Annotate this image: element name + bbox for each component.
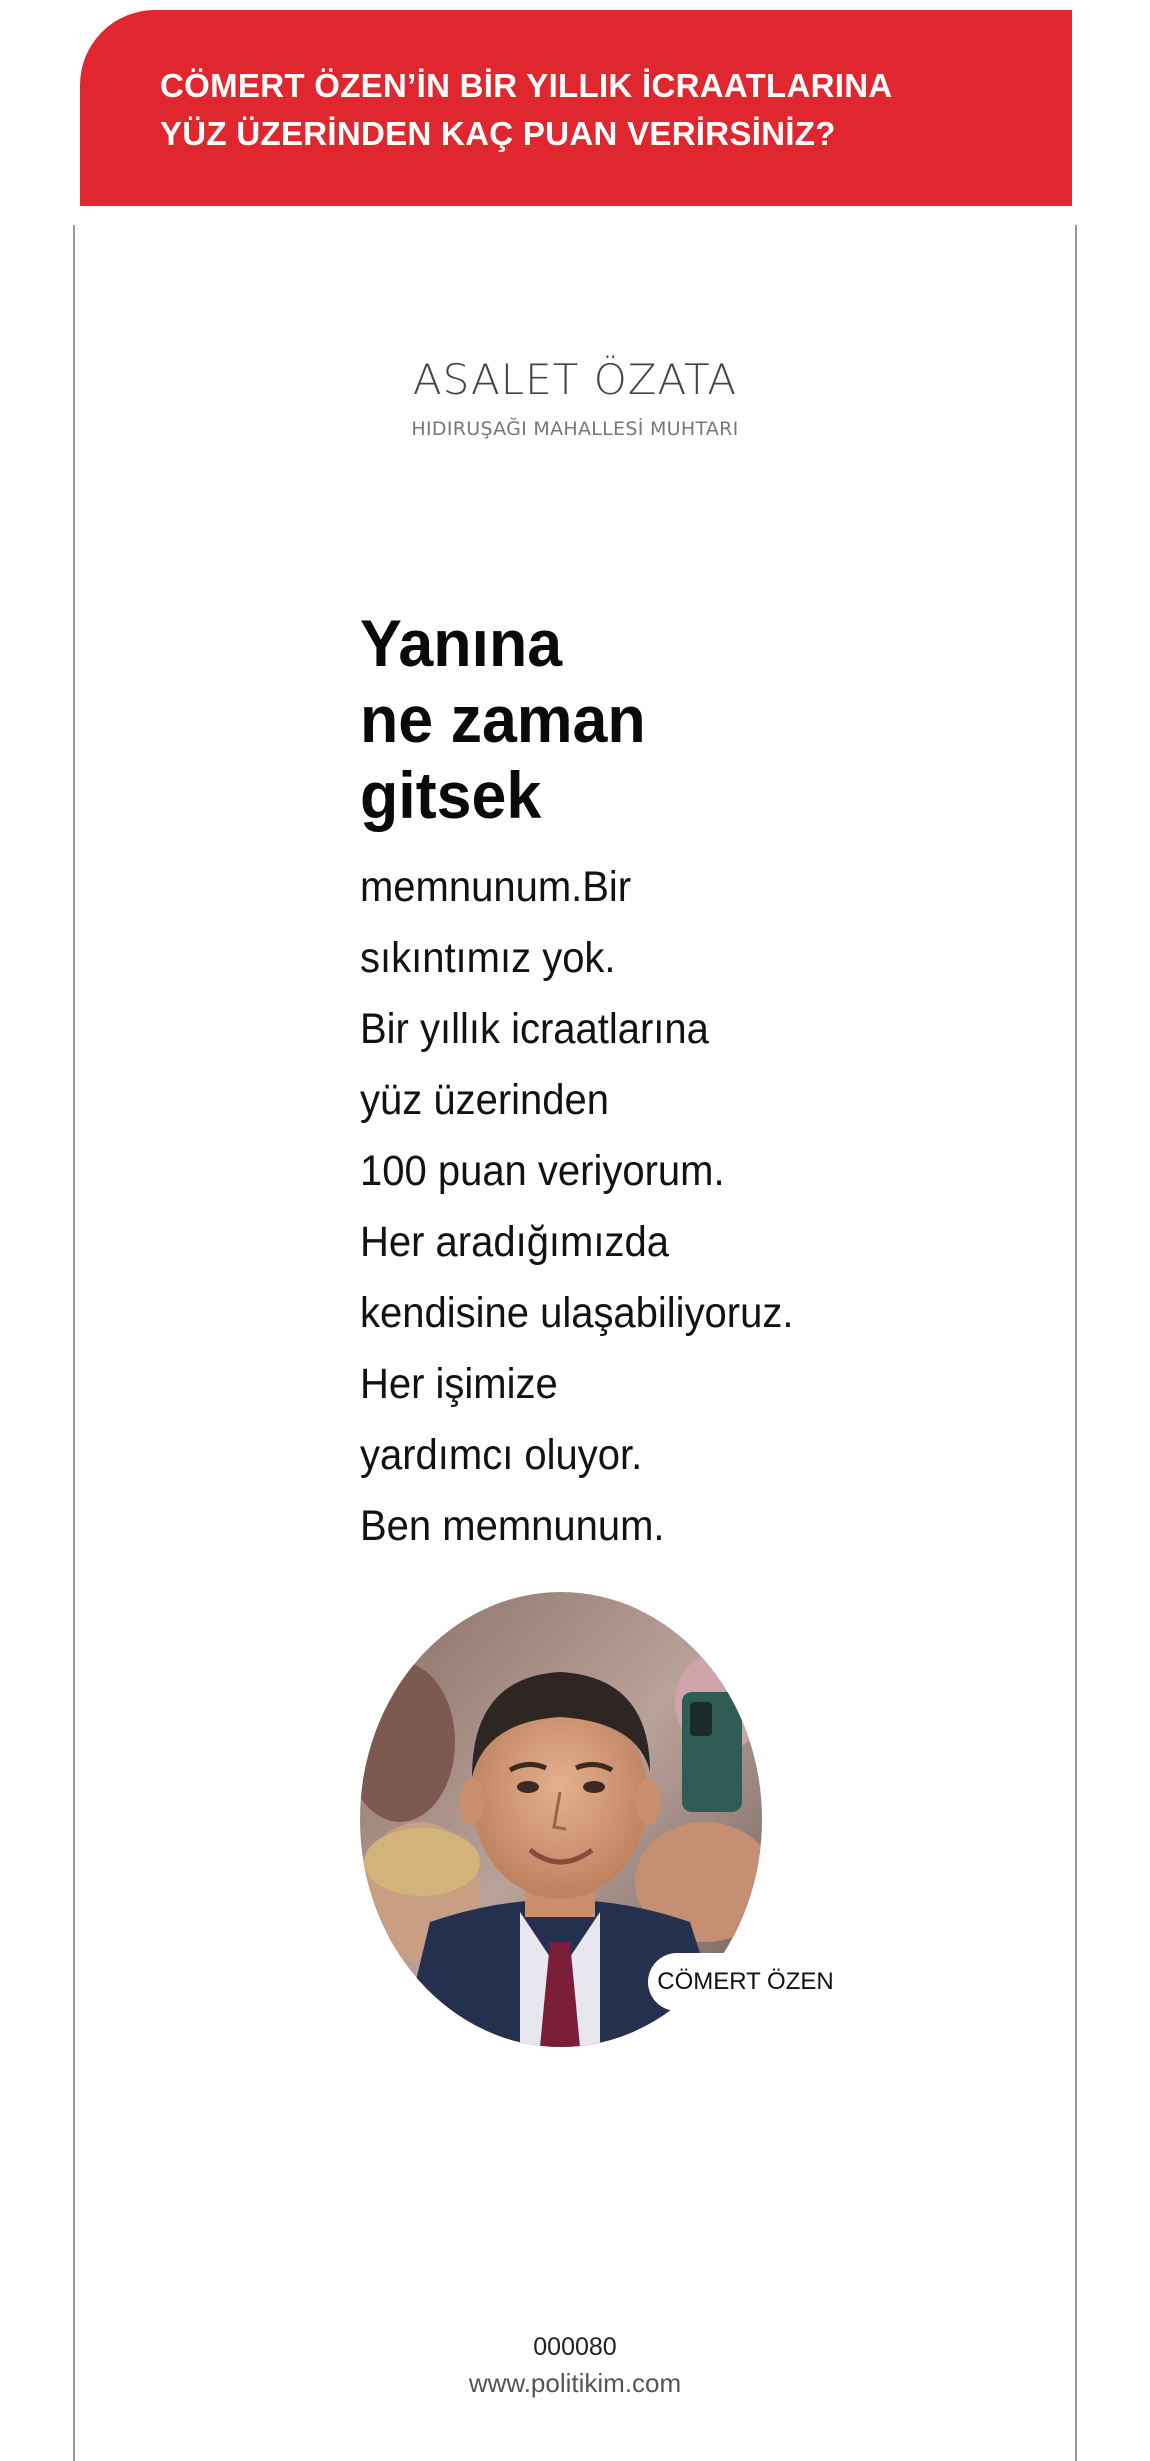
quote-line: Ben memnunum. [360, 1502, 665, 1550]
photo-caption: CÖMERT ÖZEN [657, 1968, 834, 1995]
quote-line: sıkıntımız yok. [360, 934, 616, 982]
quote-line: memnunum.Bir [360, 863, 632, 911]
author-role: HIDIRUŞAĞI MAHALLESİ MUHTARI [411, 418, 739, 440]
quote-line: yardımcı oluyor. [360, 1431, 643, 1479]
quote-line: Her aradığımızda [360, 1218, 669, 1266]
photo-caption-badge [648, 1953, 843, 2011]
banner-title-line-1: CÖMERT ÖZEN’İN BİR YILLIK İCRAATLARINA [160, 67, 893, 104]
quote-line: Her işimize [360, 1360, 558, 1408]
quote-line: kendisine ulaşabiliyoruz. [360, 1289, 794, 1337]
quote-headline [360, 605, 920, 833]
headline-line: Yanına [360, 606, 563, 680]
footer-url-link[interactable]: www.politikim.com [468, 2368, 682, 2398]
right-border-rule [1075, 225, 1077, 2461]
quote-line: yüz üzerinden [360, 1076, 609, 1124]
headline-line: gitsek [360, 758, 542, 832]
quote-line: Bir yıllık icraatlarına [360, 1005, 709, 1053]
author-name: ASALET ÖZATA [412, 355, 738, 404]
left-border-rule [73, 225, 75, 2461]
quote-body [360, 852, 980, 1562]
footer-code: 000080 [533, 2333, 617, 2361]
quote-line: 100 puan veriyorum. [360, 1147, 725, 1195]
banner-title-line-2: YÜZ ÜZERİNDEN KAÇ PUAN VERİRSİNİZ? [160, 115, 836, 152]
header-banner [80, 10, 1072, 206]
headline-line: ne zaman [360, 682, 646, 756]
